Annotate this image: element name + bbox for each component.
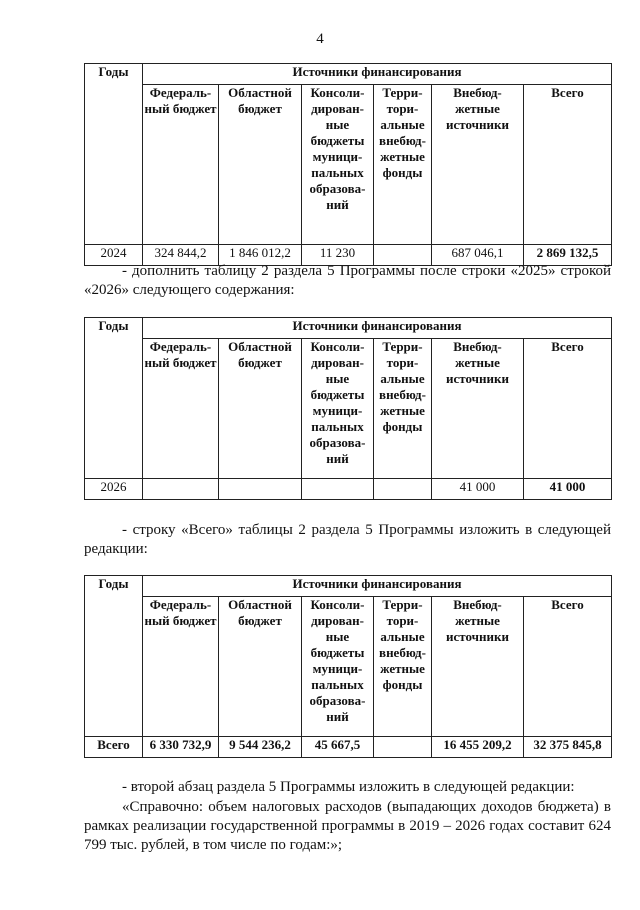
cell-territorial xyxy=(374,737,432,758)
header-years: Годы xyxy=(85,64,143,245)
paragraph-reference-quote: «Справочно: объем налоговых расходов (выпадающих доходов бюджета) в рамках реализации государственной программы в 2019 – 2026 годах составит 624 799 тыс. рублей, в том числе по годам:»; xyxy=(84,799,611,853)
cell-federal: 6 330 732,9 xyxy=(143,737,219,758)
financing-table-2024 xyxy=(84,63,612,266)
cell-federal xyxy=(143,479,219,500)
cell-total: 32 375 845,8 xyxy=(524,737,612,758)
header-consolidated: Консоли-дирован-ные бюджеты муници-пальных образова-ний xyxy=(302,85,374,245)
header-extrabudget: Внебюд-жетные источники xyxy=(432,339,524,479)
header-regional: Областной бюджет xyxy=(219,339,302,479)
header-federal: Федераль-ный бюджет xyxy=(143,597,219,737)
cell-year: 2024 xyxy=(85,245,143,266)
header-territorial: Терри-тори-альные внебюд-жетные фонды xyxy=(374,339,432,479)
cell-total: 41 000 xyxy=(524,479,612,500)
header-sources: Источники финансирования xyxy=(143,64,612,85)
cell-regional xyxy=(219,479,302,500)
header-federal: Федераль-ный бюджет xyxy=(143,339,219,479)
header-consolidated: Консоли-дирован-ные бюджеты муници-пальных образова-ний xyxy=(302,339,374,479)
table-row xyxy=(85,737,612,758)
header-years: Годы xyxy=(85,318,143,479)
cell-federal: 324 844,2 xyxy=(143,245,219,266)
header-total: Всего xyxy=(524,85,612,245)
header-regional: Областной бюджет xyxy=(219,85,302,245)
paragraph-second-abzac: - второй абзац раздела 5 Программы изложить в следующей редакции: xyxy=(122,779,575,795)
header-federal: Федераль-ный бюджет xyxy=(143,85,219,245)
header-territorial: Терри-тори-альные внебюд-жетные фонды xyxy=(374,85,432,245)
cell-consolidated: 11 230 xyxy=(302,245,374,266)
financing-table-2026 xyxy=(84,317,612,500)
paragraph-total-row: - строку «Всего» таблицы 2 раздела 5 Программы изложить в следующей редакции: xyxy=(84,522,611,557)
financing-table-total xyxy=(84,575,612,758)
cell-regional: 9 544 236,2 xyxy=(219,737,302,758)
cell-consolidated xyxy=(302,479,374,500)
table-row xyxy=(85,479,612,500)
cell-regional: 1 846 012,2 xyxy=(219,245,302,266)
cell-year: 2026 xyxy=(85,479,143,500)
cell-total: 2 869 132,5 xyxy=(524,245,612,266)
paragraph-add-2026: - дополнить таблицу 2 раздела 5 Программы после строки «2025» строкой «2026» следующего содержания: xyxy=(84,263,611,298)
cell-consolidated: 45 667,5 xyxy=(302,737,374,758)
cell-territorial xyxy=(374,479,432,500)
header-total: Всего xyxy=(524,339,612,479)
header-regional: Областной бюджет xyxy=(219,597,302,737)
header-extrabudget: Внебюд-жетные источники xyxy=(432,85,524,245)
cell-extrabudget: 16 455 209,2 xyxy=(432,737,524,758)
header-sources: Источники финансирования xyxy=(143,318,612,339)
cell-extrabudget: 41 000 xyxy=(432,479,524,500)
cell-extrabudget: 687 046,1 xyxy=(432,245,524,266)
page-number: 4 xyxy=(316,31,324,47)
cell-year: Всего xyxy=(85,737,143,758)
header-years: Годы xyxy=(85,576,143,737)
header-extrabudget: Внебюд-жетные источники xyxy=(432,597,524,737)
header-consolidated: Консоли-дирован-ные бюджеты муници-пальных образова-ний xyxy=(302,597,374,737)
header-territorial: Терри-тори-альные внебюд-жетные фонды xyxy=(374,597,432,737)
header-sources: Источники финансирования xyxy=(143,576,612,597)
header-total: Всего xyxy=(524,597,612,737)
